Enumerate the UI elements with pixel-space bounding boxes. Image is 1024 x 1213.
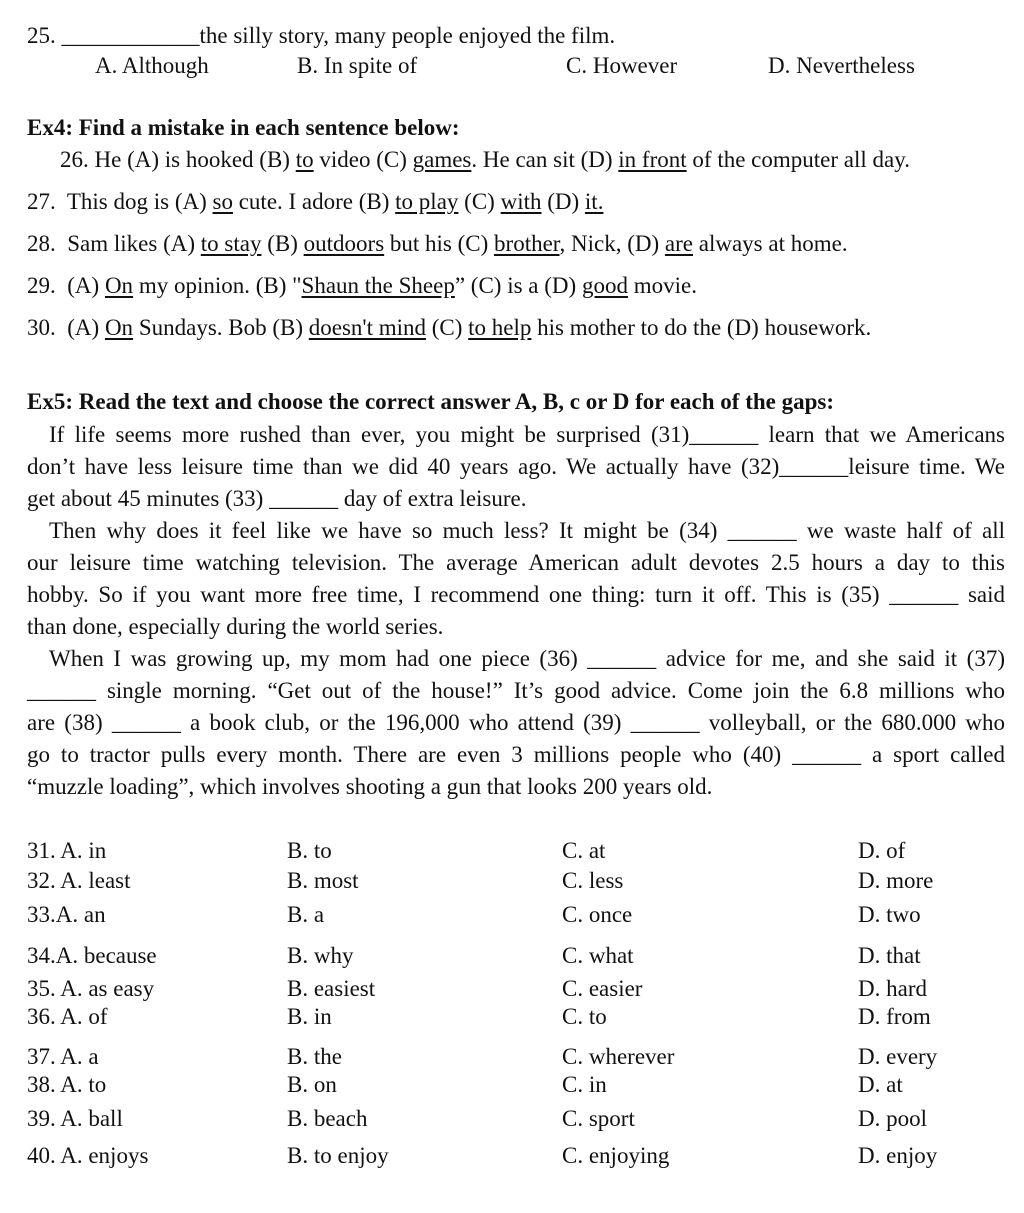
answer-a: 39. A. ball xyxy=(27,1106,123,1131)
underlined-option: with xyxy=(500,189,542,214)
sentence-part: (A) xyxy=(67,315,105,340)
sentence-part: . He can sit (D) xyxy=(471,147,619,172)
underlined-option: so xyxy=(212,189,233,214)
answer-a: 36. A. of xyxy=(27,1004,108,1029)
answer-b: B. a xyxy=(287,902,325,927)
sentence-part: This dog is (A) xyxy=(66,189,213,214)
underlined-option: On xyxy=(104,273,134,298)
passage-line: are (38) ______ a book club, or the 196,000 who attend (39) ______ volleyball, or the 680.000 who xyxy=(27,710,1005,735)
underlined-option: outdoors xyxy=(303,231,385,256)
underlined-option: doesn't mind xyxy=(308,315,426,340)
passage-line: than done, especially during the world series. xyxy=(27,614,444,639)
question-number: 30. xyxy=(27,315,56,340)
sentence-part: Sam likes (A) xyxy=(67,231,201,256)
sentence-part: (A) xyxy=(67,273,105,298)
answer-d: D. every xyxy=(858,1044,938,1069)
answer-c: C. at xyxy=(562,838,606,863)
answer-d: D. pool xyxy=(858,1106,927,1131)
question-28 xyxy=(27,229,848,259)
answer-b: B. most xyxy=(287,868,359,893)
question-number: 25. xyxy=(27,23,56,48)
answer-c: C. once xyxy=(562,902,633,927)
ex5-heading: Ex5: Read the text and choose the correct answer A, B, c or D for each of the gaps: xyxy=(27,389,835,414)
sentence-part: his mother to do the (D) housework. xyxy=(531,315,872,340)
sentence-part: He (A) is hooked (B) xyxy=(94,147,296,172)
answer-a: 35. A. as easy xyxy=(27,976,155,1001)
underlined-option: to xyxy=(295,147,314,172)
sentence-part: (D) xyxy=(541,189,585,214)
sentence-part: video (C) xyxy=(313,147,413,172)
question-25 xyxy=(27,21,615,51)
question-30 xyxy=(27,313,871,343)
passage-line: don’t have less leisure time than we did 40 years ago. We actually have (32)______leisure time. We xyxy=(27,454,1005,479)
passage-line: ______ single morning. “Get out of the house!” It’s good advice. Come join the 6.8 millions who xyxy=(27,678,1005,703)
answer-d: D. more xyxy=(858,868,934,893)
answer-c: C. less xyxy=(562,868,624,893)
answer-c: C. in xyxy=(562,1072,607,1097)
answer-c: C. enjoying xyxy=(562,1143,670,1168)
answer-d: D. hard xyxy=(858,976,927,1001)
sentence-part: , Nick, (D) xyxy=(559,231,665,256)
underlined-option: in front xyxy=(618,147,687,172)
passage-line: our leisure time watching television. The average American adult devotes 2.5 hours a day to this xyxy=(27,550,1005,575)
underlined-option: to help xyxy=(468,315,532,340)
passage-line: go to tractor pulls every month. There are even 3 millions people who (40) ______ a sport called xyxy=(27,742,1005,767)
question-text: the silly story, many people enjoyed the film. xyxy=(199,23,616,48)
option-a: A. Although xyxy=(95,53,209,78)
passage-line: get about 45 minutes (33) ______ day of extra leisure. xyxy=(27,486,527,511)
sentence-part: (C) xyxy=(458,189,501,214)
answer-b: B. the xyxy=(287,1044,342,1069)
underlined-option: to stay xyxy=(200,231,262,256)
answer-c: C. easier xyxy=(562,976,643,1001)
answer-c: C. what xyxy=(562,943,634,968)
question-number: 28. xyxy=(27,231,56,256)
passage-line: Then why does it feel like we have so much less? It might be (34) ______ we waste half of all xyxy=(49,518,1005,543)
underlined-option: brother xyxy=(494,231,560,256)
answer-d: D. from xyxy=(858,1004,931,1029)
underlined-option: On xyxy=(104,315,134,340)
question-number: 26. xyxy=(60,147,89,172)
answer-a: 37. A. a xyxy=(27,1044,99,1069)
answer-c: C. wherever xyxy=(562,1044,675,1069)
answer-b: B. easiest xyxy=(287,976,376,1001)
sentence-part: Sundays. Bob (B) xyxy=(133,315,309,340)
answer-c: C. to xyxy=(562,1004,607,1029)
answer-b: B. in xyxy=(287,1004,332,1029)
answer-d: D. of xyxy=(858,838,906,863)
answer-d: D. at xyxy=(858,1072,903,1097)
question-number: 29. xyxy=(27,273,56,298)
answer-b: B. why xyxy=(287,943,354,968)
question-29 xyxy=(27,271,697,301)
sentence-part: (B) xyxy=(261,231,304,256)
sentence-part: my opinion. (B) " xyxy=(133,273,302,298)
underlined-option: to play xyxy=(395,189,459,214)
question-26 xyxy=(60,145,910,175)
underlined-option: good xyxy=(581,273,628,298)
sentence-part: (C) xyxy=(426,315,469,340)
sentence-part: but his (C) xyxy=(384,231,495,256)
passage-line: When I was growing up, my mom had one piece (36) ______ advice for me, and she said it (37) xyxy=(49,646,1005,671)
answer-d: D. that xyxy=(858,943,921,968)
answer-b: B. on xyxy=(287,1072,337,1097)
answer-a: 40. A. enjoys xyxy=(27,1143,149,1168)
answer-d: D. two xyxy=(858,902,921,927)
question-27 xyxy=(27,187,603,217)
sentence-part: cute. I adore (B) xyxy=(232,189,396,214)
sentence-part: movie. xyxy=(627,273,697,298)
answer-a: 31. A. in xyxy=(27,838,107,863)
answer-a: 34.A. because xyxy=(27,943,157,968)
ex4-heading: Ex4: Find a mistake in each sentence below: xyxy=(27,115,460,140)
passage-line: “muzzle loading”, which involves shooting a gun that looks 200 years old. xyxy=(27,774,713,799)
sentence-part: always at home. xyxy=(693,231,848,256)
answer-a: 38. A. to xyxy=(27,1072,107,1097)
underlined-option: are xyxy=(664,231,693,256)
answer-b: B. to xyxy=(287,838,332,863)
answer-a: 33.A. an xyxy=(27,902,106,927)
passage-line: hobby. So if you want more free time, I recommend one thing: turn it off. This is (35) ______ said xyxy=(27,582,1005,607)
answer-a: 32. A. least xyxy=(27,868,131,893)
underlined-option: Shaun the Sheep xyxy=(301,273,455,298)
passage-line: If life seems more rushed than ever, you might be surprised (31)______ learn that we Americans xyxy=(49,422,1005,447)
option-d: D. Nevertheless xyxy=(768,53,915,78)
answer-blank: ____________ xyxy=(61,23,200,48)
sentence-part: ” (C) is a (D) xyxy=(454,273,582,298)
answer-c: C. sport xyxy=(562,1106,635,1131)
question-number: 27. xyxy=(27,189,56,214)
answer-d: D. enjoy xyxy=(858,1143,938,1168)
option-c: C. However xyxy=(566,53,678,78)
option-b: B. In spite of xyxy=(297,53,418,78)
answer-b: B. beach xyxy=(287,1106,368,1131)
answer-b: B. to enjoy xyxy=(287,1143,389,1168)
underlined-option: it. xyxy=(584,189,604,214)
underlined-option: games xyxy=(412,147,472,172)
sentence-part: of the computer all day. xyxy=(686,147,910,172)
